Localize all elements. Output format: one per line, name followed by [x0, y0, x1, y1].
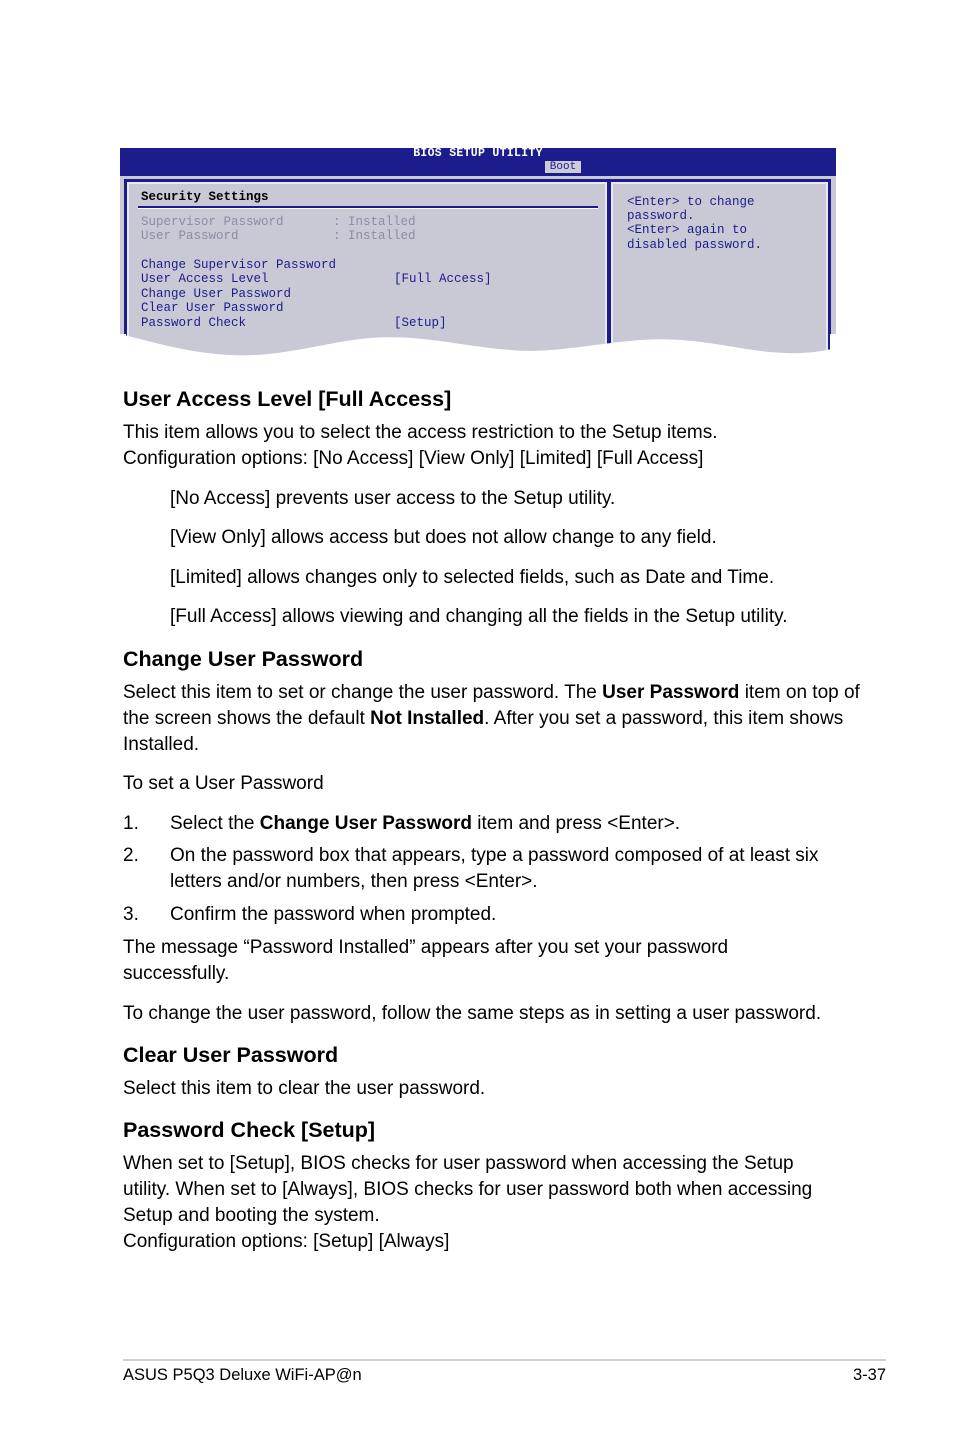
status-row-value: : Installed — [333, 229, 416, 243]
paragraph: This item allows you to select the access restriction to the Setup items. — [123, 422, 718, 443]
step-number: 3. — [123, 904, 139, 925]
step-text: On the password box that appears, type a password composed of at least six letters and/or numbers, then press <Enter>. — [170, 845, 819, 892]
option-description: [No Access] prevents user access to the Setup utility. — [170, 488, 616, 509]
paragraph: To change the user password, follow the same steps as in setting a user password. — [123, 1003, 822, 1024]
status-row-value: : Installed — [333, 215, 416, 229]
menu-item-change-user-password[interactable]: Change User Password — [141, 287, 292, 301]
help-line: password. — [627, 209, 695, 223]
paragraph: Select this item to clear the user password. — [123, 1078, 486, 1099]
status-row-label: Supervisor Password — [141, 215, 284, 229]
paragraph: Configuration options: [No Access] [View Only] [Limited] [Full Access] — [123, 448, 704, 469]
paragraph: The message “Password Installed” appears after you set your password successfully. — [123, 937, 729, 984]
bios-title: BIOS SETUP UTILITY — [413, 148, 543, 160]
section-heading-user-access-level: User Access Level [Full Access] — [123, 387, 452, 411]
menu-item-change-supervisor-password[interactable]: Change Supervisor Password — [141, 258, 337, 272]
footer-page-number: 3-37 — [852, 1366, 886, 1384]
paragraph: To set a User Password — [123, 773, 324, 794]
help-line: <Enter> to change — [627, 195, 755, 209]
security-settings-heading: Security Settings — [141, 190, 269, 204]
step-number: 2. — [123, 845, 139, 866]
step-text: Confirm the password when prompted. — [170, 904, 497, 925]
option-description: [Limited] allows changes only to selected fields, such as Date and Time. — [170, 567, 775, 588]
step-number: 1. — [123, 813, 139, 834]
menu-item-clear-user-password[interactable]: Clear User Password — [141, 301, 284, 315]
menu-item-value: [Setup] — [394, 316, 447, 330]
torn-edge-graphic — [120, 148, 836, 363]
help-line: disabled password. — [627, 238, 763, 252]
paragraph: When set to [Setup], BIOS checks for user password when accessing the Setup utility. When set to [Always], BIOS checks for user password both when accessing Setup and booting the system. — [123, 1153, 813, 1226]
option-description: [View Only] allows access but does not allow change to any field. — [170, 527, 717, 548]
step-text: Select the Change User Password item and press <Enter>. — [170, 813, 681, 834]
bios-screenshot — [120, 148, 836, 363]
paragraph: Select this item to set or change the user password. The User Password item on top of the screen shows the default Not Installed. After you set a password, this item shows Installed. — [123, 682, 860, 755]
footer-rule — [123, 1359, 886, 1361]
status-row-label: User Password — [141, 229, 239, 243]
menu-item-user-access-level[interactable]: User Access Level — [141, 272, 269, 286]
paragraph: Configuration options: [Setup] [Always] — [123, 1231, 450, 1252]
help-line: <Enter> again to — [627, 223, 748, 237]
section-heading-clear-user-password: Clear User Password — [123, 1043, 339, 1067]
section-heading-change-user-password: Change User Password — [123, 647, 364, 671]
section-heading-password-check: Password Check [Setup] — [123, 1118, 376, 1142]
tab-boot[interactable]: Boot — [545, 161, 581, 173]
menu-item-value: [Full Access] — [394, 272, 492, 286]
menu-item-password-check[interactable]: Password Check — [141, 316, 247, 330]
footer-product-name: ASUS P5Q3 Deluxe WiFi-AP@n — [123, 1366, 362, 1384]
option-description: [Full Access] allows viewing and changing all the fields in the Setup utility. — [170, 606, 788, 627]
